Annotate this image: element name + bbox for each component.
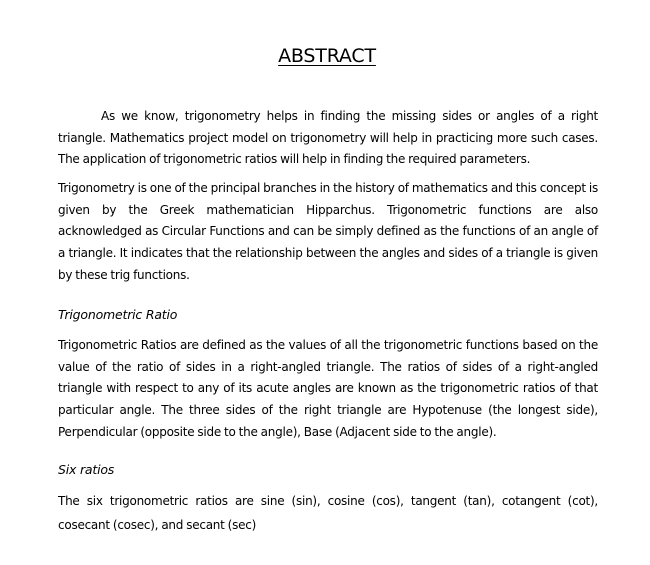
document-title: ABSTRACT xyxy=(278,45,376,67)
section-body-six-ratios: The six trigonometric ratios are sine (sin), cosine (cos), tangent (tan), cotangent (cot), cosecant (cosec), and secant (sec) xyxy=(58,494,598,532)
section-body-trigonometric-ratio: Trigonometric Ratios are defined as the values of all the trigonometric functions based on the value of the ratio of sides in a right-angled triangle. The ratios of sides of a right-angled triangle with respect to any of its acute angles are known as the trigonometric ratios of that particular angle. The three sides of the right triangle are Hypotenuse (the longest side), Perpendicular (opposite side to the angle), Base (Adjacent side to the angle). xyxy=(58,338,598,439)
section-heading-trigonometric-ratio: Trigonometric Ratio xyxy=(58,307,178,322)
section-heading-six-ratios: Six ratios xyxy=(58,462,115,477)
history-paragraph: Trigonometry is one of the principal branches in the history of mathematics and this concept is given by the Greek mathematician Hipparchus. Trigonometric functions are also acknowledged as Circular Functions and can be simply defined as the functions of an angle of a triangle. It indicates that the relationship between the angles and sides of a triangle is given by these trig functions. xyxy=(58,181,598,282)
intro-paragraph: As we know, trigonometry helps in finding the missing sides or angles of a right triangle. Mathematics project model on trigonometry will help in practicing more such cases. The application of trigonometric ratios will help in finding the required parameters. xyxy=(58,109,598,167)
